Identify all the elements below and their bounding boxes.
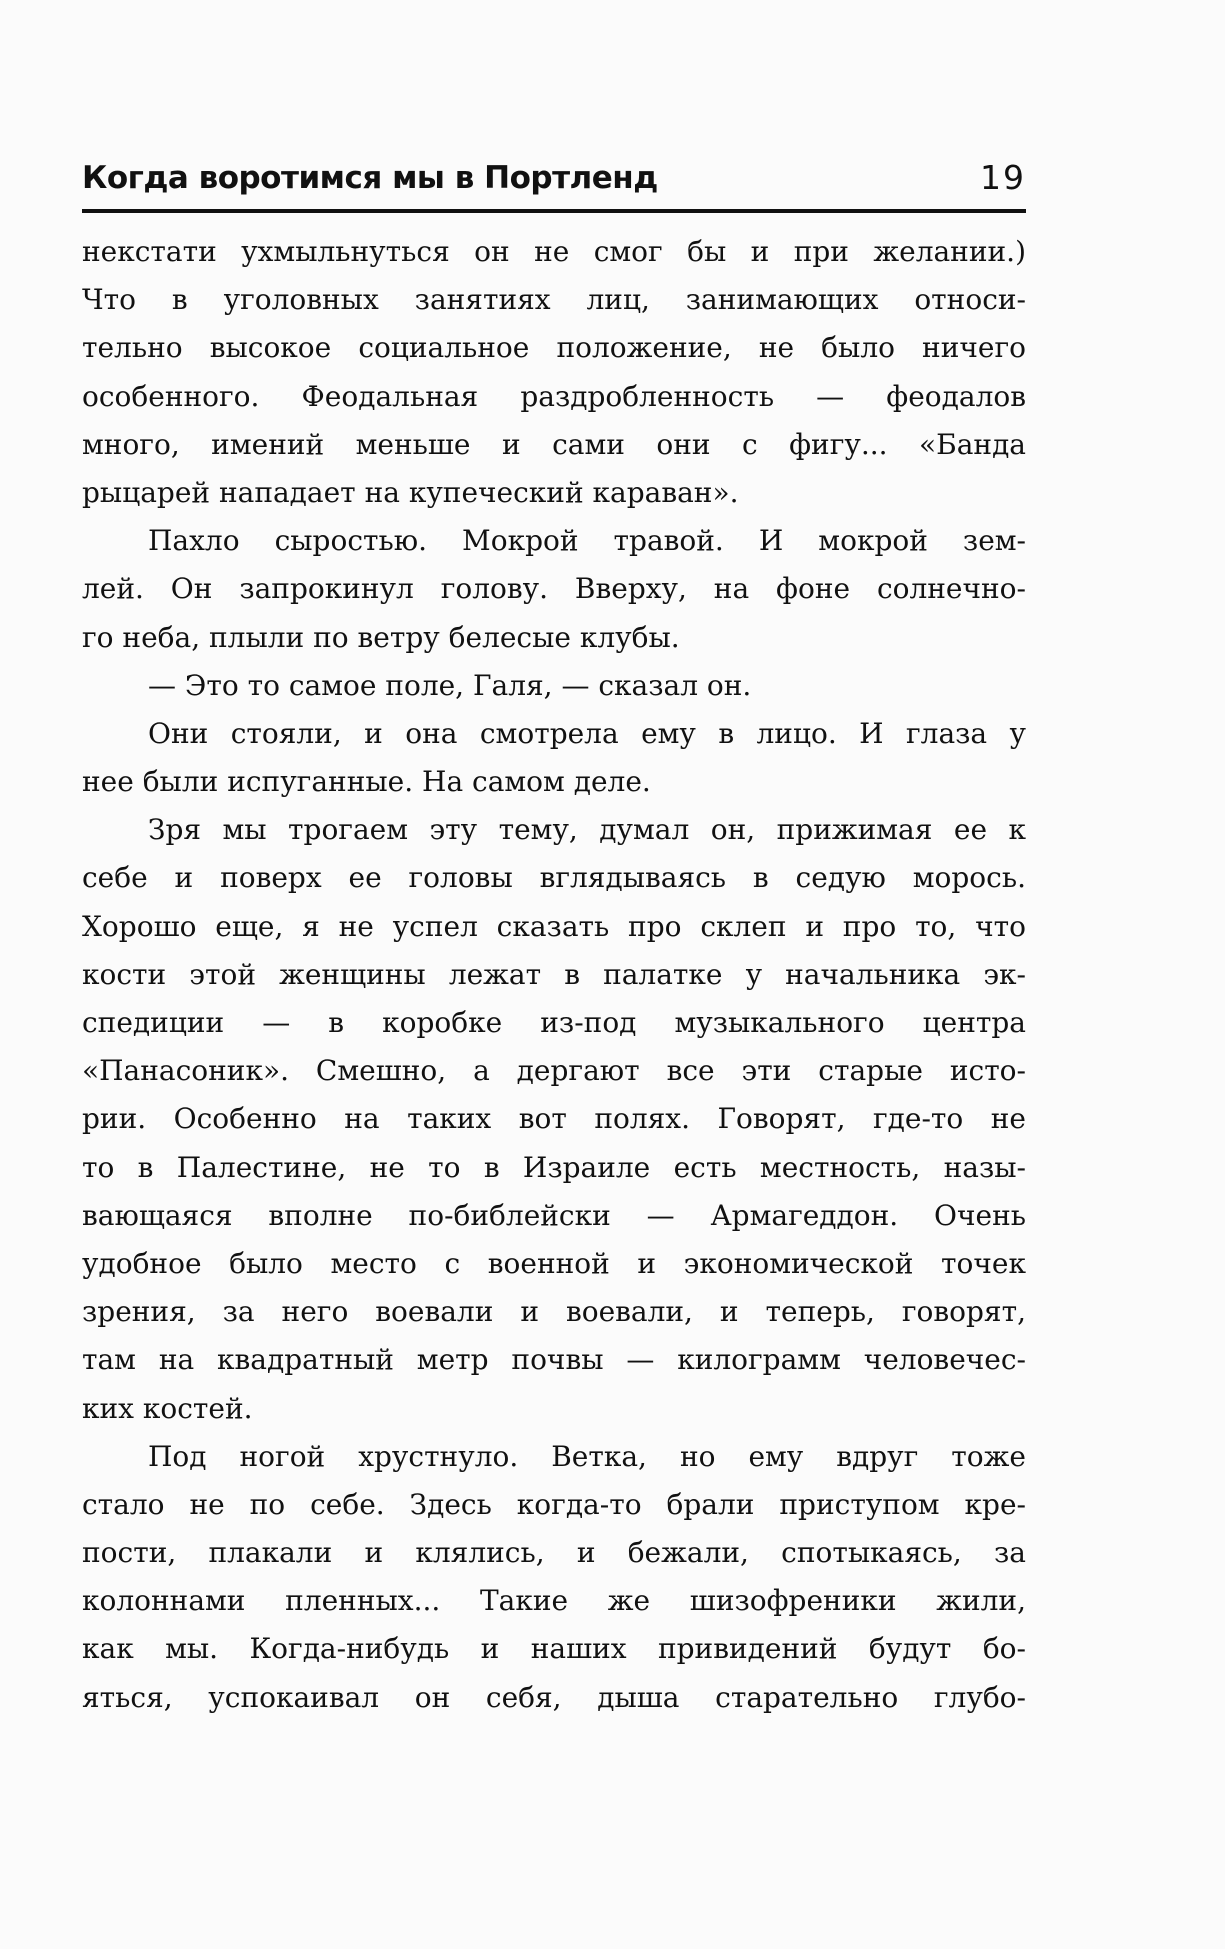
text-line: яться, успокаивал он себя, дыша старательно глубо- (82, 1680, 1026, 1714)
text-line: рыцарей нападает на купеческий караван». (82, 475, 739, 509)
text-line: там на квадратный метр почвы — килограмм человечес- (82, 1343, 1026, 1377)
text-line: пости, плакали и клялись, и бежали, спотыкаясь, за (82, 1536, 1026, 1570)
body-text (82, 228, 1026, 1722)
text-line: стало не по себе. Здесь когда-то брали приступом кре- (82, 1487, 1026, 1521)
text-line: то в Палестине, не то в Израиле есть местность, назы- (82, 1150, 1026, 1184)
text-line: вающаяся вполне по-библейски — Армагеддон. Очень (82, 1198, 1026, 1232)
text-line: особенного. Феодальная раздробленность — феодалов (82, 379, 1026, 413)
text-line: — Это то самое поле, Галя, — сказал он. (148, 668, 752, 702)
page-header (82, 158, 1026, 208)
text-line: рии. Особенно на таких вот полях. Говорят, где-то не (82, 1102, 1026, 1136)
text-line: Хорошо еще, я не успел сказать про склеп и про то, что (82, 909, 1026, 943)
text-line: Они стояли, и она смотрела ему в лицо. И глаза у (148, 716, 1026, 750)
text-line: Пахло сыростью. Мокрой травой. И мокрой зем- (148, 524, 1026, 558)
text-line: спедиции — в коробке из-под музыкального центра (82, 1006, 1026, 1039)
text-line: некстати ухмыльнуться он не смог бы и при желании.) (82, 235, 1026, 268)
text-line: тельно высокое социальное положение, не было ничего (82, 331, 1026, 365)
text-line: как мы. Когда-нибудь и наших привидений будут бо- (82, 1632, 1026, 1666)
text-line: нее были испуганные. На самом деле. (82, 765, 651, 799)
text-line: много, имений меньше и сами они с фигу... «Банда (82, 427, 1026, 461)
page-number: 19 (980, 158, 1026, 197)
text-line: лей. Он запрокинул голову. Вверху, на фоне солнечно- (82, 572, 1026, 606)
text-line: Что в уголовных занятиях лиц, занимающих относи- (82, 283, 1026, 317)
header-rule (82, 209, 1026, 213)
running-title: Когда воротимся мы в Портленд (82, 160, 658, 196)
text-line: удобное было место с военной и экономической точек (82, 1246, 1026, 1280)
text-line: зрения, за него воевали и воевали, и теперь, говорят, (82, 1295, 1026, 1329)
text-line: кости этой женщины лежат в палатке у начальника эк- (82, 957, 1026, 991)
text-line: ких костей. (82, 1391, 253, 1425)
text-line: Под ногой хрустнуло. Ветка, но ему вдруг тоже (148, 1439, 1026, 1473)
text-line: себе и поверх ее головы вглядываясь в седую морось. (82, 861, 1026, 895)
text-line: го неба, плыли по ветру белесые клубы. (82, 620, 680, 654)
text-line: колоннами пленных... Такие же шизофреники жили, (82, 1584, 1026, 1618)
text-line: Зря мы трогаем эту тему, думал он, прижимая ее к (148, 813, 1026, 847)
text-line: «Панасоник». Смешно, а дергают все эти старые исто- (82, 1054, 1026, 1088)
